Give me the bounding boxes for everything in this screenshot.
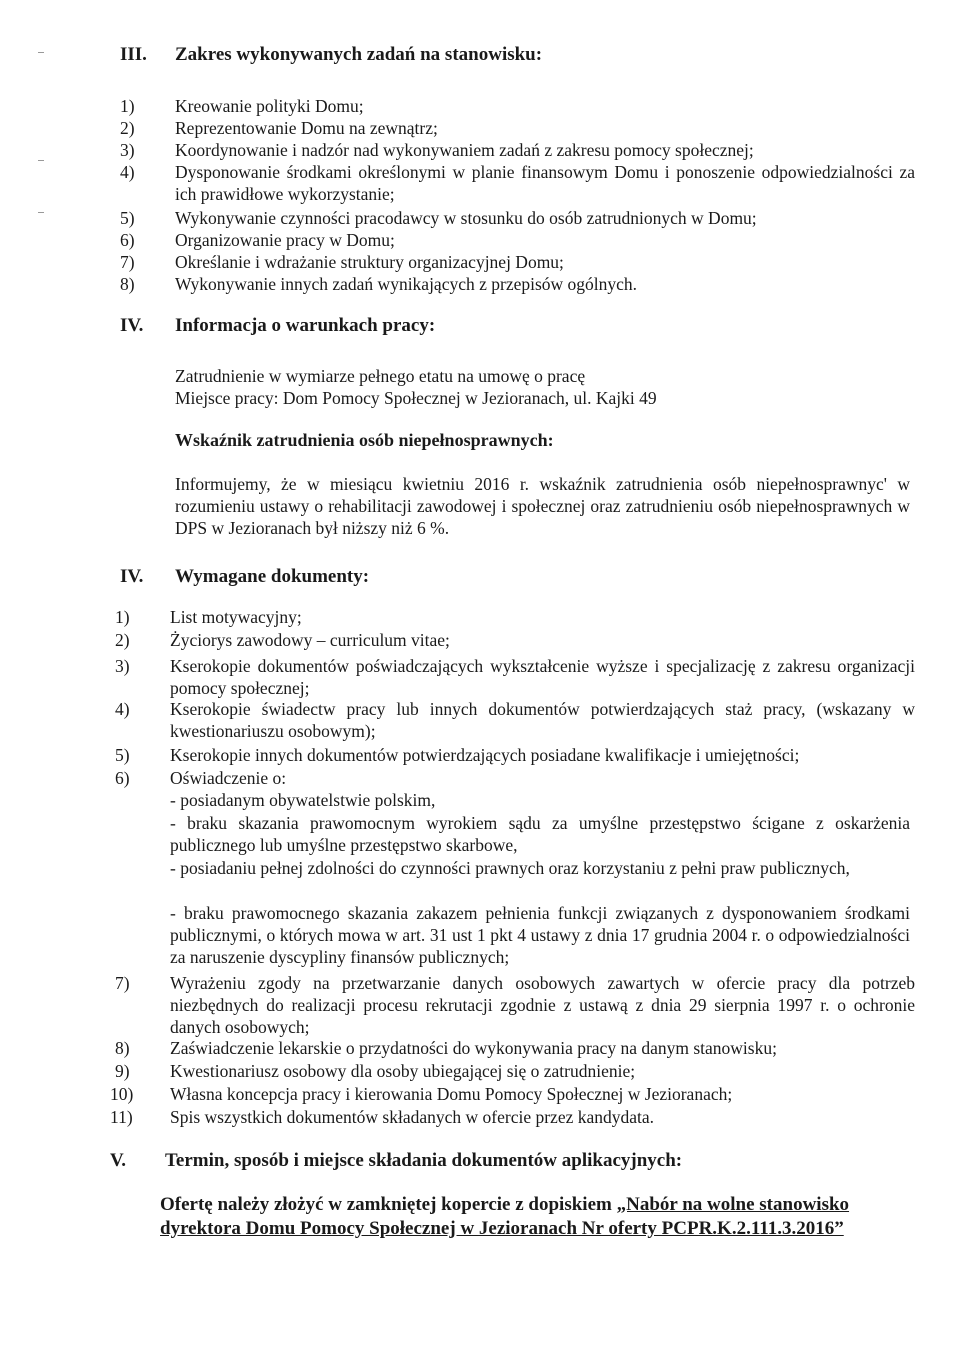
section-number: III. (120, 44, 147, 65)
section-title: Termin, sposób i miejsce składania dokumentów aplikacyjnych: (165, 1150, 683, 1171)
submission-instructions (160, 1193, 908, 1241)
section-number: V. (110, 1150, 127, 1171)
section-title: Informacja o warunkach pracy: (175, 315, 436, 336)
offer-text: Ofertę należy złożyć w zamkniętej kopercie z dopiskiem (160, 1194, 617, 1215)
document-page: III. Zakres wykonywanych zadań na stanowisku: 1) Kreowanie polityki Domu; 2) Reprezentowanie Domu na zewnątrz; 3) Koordynowanie i nadzór nad wykonywaniem zadań z zakresu pomocy społecznej; 4) Dysponowanie środkami określonymi w planie finansowym Domu i ponoszenie odpowiedzialności za ich prawidłowe wykorzystanie; 5) Wykonywanie czynności pracodawcy w stosunku do osób zatrudnionych w Domu; 6) Organizowanie pracy w Domu; 7) Określanie i wdrażanie struktury organizacyjnej Domu; 8) Wykonywanie innych zadań wynikających z przepisów ogólnych. IV. Informacja o warunkach pracy: Zatrudnienie w wymiarze pełnego etatu na umowę o pracę Miejsce pracy: Dom Pomocy Społecznej w Jezioranach, ul. Kajki 49 Wskaźnik zatrudnienia osób niepełnosprawnych: Informujemy, że w miesiącu kwietniu 2016 r. wskaźnik zatrudnienia osób niepełnosprawnyc' w rozumieniu ustawy o rehabilitacji zawodowej i społecznej oraz zatrudnieniu osób niepełnosprawnych w DPS w Jezioranach był niższy niż 6 %. IV. Wymagane dokumenty: 1) List motywacyjny; 2) Życiorys zawodowy – curriculum vitae; 3) Kserokopie dokumentów poświadczających wykształcenie wyższe i specjalizację z zakresu organizacji pomocy społecznej; 4) Kserokopie świadectw pracy lub innych dokumentów potwierdzających staż pracy, (wskazany w kwestionariuszu osobowym); 5) Kserokopie innych dokumentów potwierdzających posiadane kwalifikacje i umiejętności; 6) Oświadczenie o: - posiadanym obywatelstwie polskim, - braku skazania prawomocnym wyrokiem sądu za umyślne przestępstwo ścigane z oskarżenia publicznego lub umyślne przestępstwo skarbowe, - posiadaniu pełnej zdolności do czynności prawnych oraz korzystaniu z pełni praw publicznych, - braku prawomocnego skazania zakazem pełnienia funkcji związanych z dysponowaniem środkami publicznymi, o których mowa w art. 31 ust 1 pkt 4 ustawy z dnia 17 grudnia 2004 r. o odpowiedzialności za naruszenie dyscypliny finansów publicznych; 7) Wyrażeniu zgody na przetwarzanie danych osobowych zawartych w ofercie pracy dla potrzeb niezbędnych do realizacji procesu rekrutacji zgodnie z ustawą z dnia 29 sierpnia 1997 r. o ochronie danych osobowych; 8) Zaświadczenie lekarskie o przydatności do wykonywania pracy na danym stanowisku; 9) Kwestionariusz osobowy dla osoby ubiegającej się o zatrudnienie; 10) Własna koncepcja pracy i kierowania Domu Pomocy Społecznej w Jezioranach; 11) Spis wszystkich dokumentów składanych w ofercie przez kandydata. V. Termin, sposób i miejsce składania dokumentów aplikacyjnych: Ofertę należy złożyć w zamkniętej kopercie z dopiskiem „Nabór na wolne stanowisko dyrektora Domu Pomocy Społecznej w Jezioranach Nr oferty PCPR.K.2.111.3.2016” (0, 0, 960, 1357)
section-number: IV. (120, 315, 144, 336)
scan-mark (38, 212, 44, 213)
declaration-item: - braku prawomocnego skazania zakazem pełnienia funkcji związanych z dysponowaniem środkami publicznymi, o których mowa w art. 31 ust 1 pkt 4 ustawy z dnia 17 grudnia 2004 r. o odpowiedzialności za naruszenie dyscypliny finansów publicznych; (170, 903, 910, 967)
required-documents-heading (120, 566, 820, 592)
disability-index-paragraph: Informujemy, że w miesiącu kwietniu 2016 r. wskaźnik zatrudnienia osób niepełnosprawnyc' w rozumieniu ustawy o rehabilitacji zawodowej i społecznej oraz zatrudnieniu osób niepełnosprawnych w DPS w Jezioranach był niższy niż 6 %. (175, 474, 910, 538)
section-3-heading (120, 44, 820, 70)
employment-type: Zatrudnienie w wymiarze pełnego etatu na umowę o pracę (175, 366, 586, 386)
workplace: Miejsce pracy: Dom Pomocy Społecznej w Jezioranach, ul. Kajki 49 (175, 388, 657, 408)
declaration-item: - posiadaniu pełnej zdolności do czynności prawnych oraz korzystaniu z pełni praw publicznych, (170, 858, 850, 878)
scan-mark (38, 52, 44, 53)
section-number: IV. (120, 566, 144, 587)
section-5-heading (110, 1150, 910, 1176)
offer-annotation: „Nabór na wolne stanowisko dyrektora Domu Pomocy Społecznej w Jezioranach Nr oferty PCPR.K.2.111.3.2016” (160, 1194, 850, 1239)
declaration-item: - braku skazania prawomocnym wyrokiem sądu za umyślne przestępstwo ścigane z oskarżenia publicznego lub umyślne przestępstwo skarbowe, (170, 813, 910, 855)
declaration-item: - posiadanym obywatelstwie polskim, (170, 790, 436, 810)
section-4-heading (120, 315, 820, 341)
section-title: Zakres wykonywanych zadań na stanowisku: (175, 44, 543, 65)
scan-mark (38, 160, 44, 161)
section-title: Wymagane dokumenty: (175, 566, 370, 587)
disability-index-heading: Wskaźnik zatrudnienia osób niepełnosprawnych: (175, 430, 554, 450)
